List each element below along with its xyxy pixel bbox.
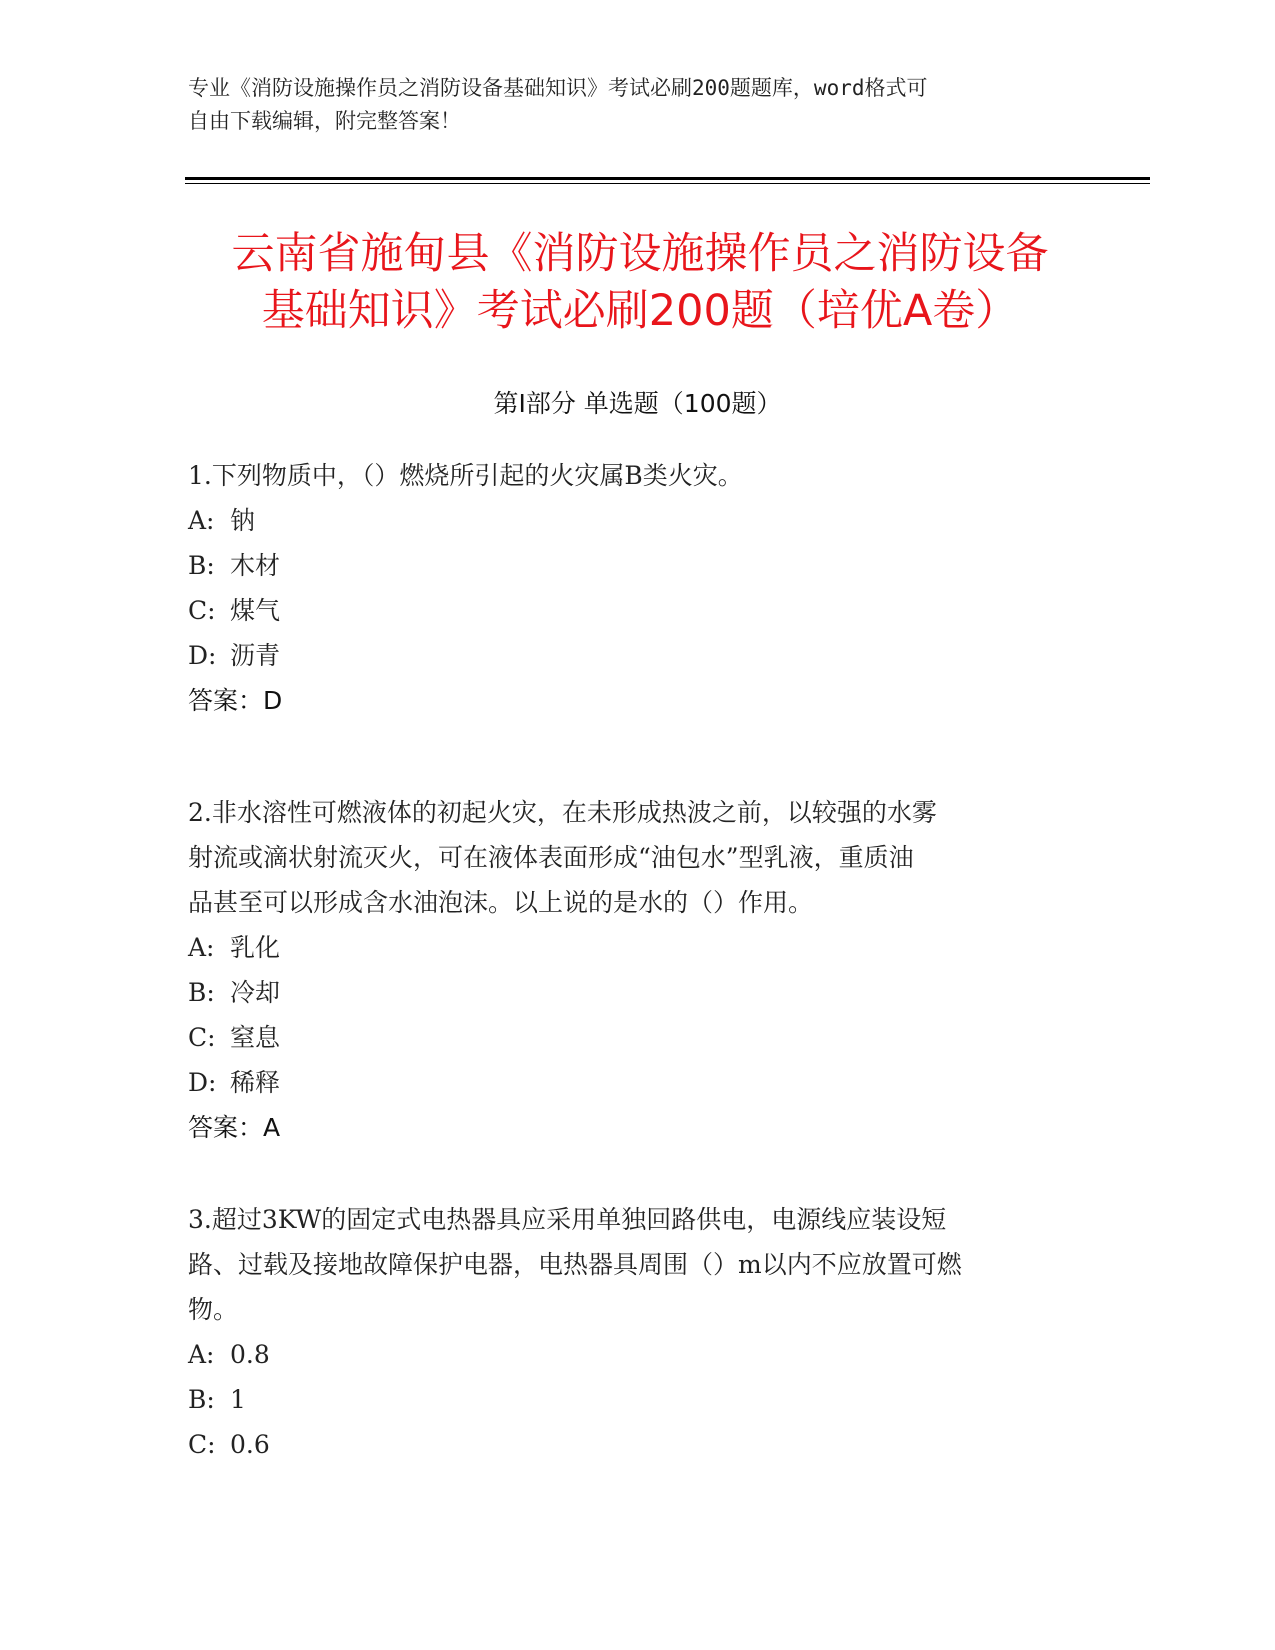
header-rule-thick <box>185 177 1150 180</box>
question-stem-line: 2.非水溶性可燃液体的初起火灾，在未形成热波之前，以较强的水雾 <box>188 798 937 827</box>
option-key: C: <box>188 1430 216 1459</box>
option-text: 沥青 <box>230 641 281 670</box>
question-1 <box>188 453 1088 723</box>
option-d <box>188 1060 1088 1105</box>
option-key: B: <box>188 551 215 580</box>
option-text: 窒息 <box>230 1023 281 1052</box>
header-rule-thin <box>185 183 1150 184</box>
option-b <box>188 1377 1088 1422</box>
question-stem-line: 射流或滴状射流灭火，可在液体表面形成“油包水”型乳液，重质油 <box>188 843 914 872</box>
header-note-line-1: 专业《消防设施操作员之消防设备基础知识》考试必刷200题题库，word格式可 <box>188 76 928 100</box>
option-text: 木材 <box>230 551 281 580</box>
question-stem: 1.下列物质中，（）燃烧所引起的火灾属B类火灾。 <box>188 461 743 490</box>
option-key: A: <box>188 933 215 962</box>
option-text: 煤气 <box>230 596 281 625</box>
answer-label: 答案：D <box>188 686 283 715</box>
header-note-line-2: 自由下载编辑，附完整答案！ <box>188 109 461 133</box>
question-stem-line: 路、过载及接地故障保护电器，电热器具周围（）m以内不应放置可燃 <box>188 1250 962 1279</box>
option-key: D: <box>188 641 217 670</box>
option-key: C: <box>188 1023 216 1052</box>
option-key: C: <box>188 596 216 625</box>
option-c <box>188 1422 1088 1467</box>
option-key: B: <box>188 978 215 1007</box>
question-2 <box>188 790 1088 1150</box>
question-stem-line: 物。 <box>188 1295 239 1324</box>
option-b <box>188 970 1088 1015</box>
question-stem-line: 品甚至可以形成含水油泡沫。以上说的是水的（）作用。 <box>188 888 814 917</box>
option-text: 稀释 <box>230 1068 281 1097</box>
option-c <box>188 588 1088 633</box>
option-text: 乳化 <box>230 933 281 962</box>
document-title-line-1: 云南省施甸县《消防设施操作员之消防设备 <box>231 229 1049 279</box>
option-c <box>188 1015 1088 1060</box>
option-key: A: <box>188 506 215 535</box>
option-b <box>188 543 1088 588</box>
option-text: 0.6 <box>230 1430 270 1459</box>
option-a <box>188 925 1088 970</box>
header-note <box>188 72 1068 138</box>
question-3 <box>188 1197 1088 1467</box>
option-d <box>188 633 1088 678</box>
option-text: 钠 <box>230 506 256 535</box>
option-text: 1 <box>230 1385 246 1414</box>
option-a <box>188 498 1088 543</box>
document-title-line-2: 基础知识》考试必刷200题（培优A卷） <box>261 286 1019 336</box>
option-a <box>188 1332 1088 1377</box>
option-text: 冷却 <box>230 978 281 1007</box>
question-stem-line: 3.超过3KW的固定式电热器具应采用单独回路供电，电源线应装设短 <box>188 1205 947 1234</box>
document-title <box>190 226 1090 340</box>
option-key: D: <box>188 1068 217 1097</box>
answer-label: 答案：A <box>188 1113 281 1142</box>
section-title: 第Ⅰ部分 单选题（100题） <box>493 389 782 418</box>
option-key: B: <box>188 1385 215 1414</box>
option-text: 0.8 <box>230 1340 270 1369</box>
option-key: A: <box>188 1340 215 1369</box>
